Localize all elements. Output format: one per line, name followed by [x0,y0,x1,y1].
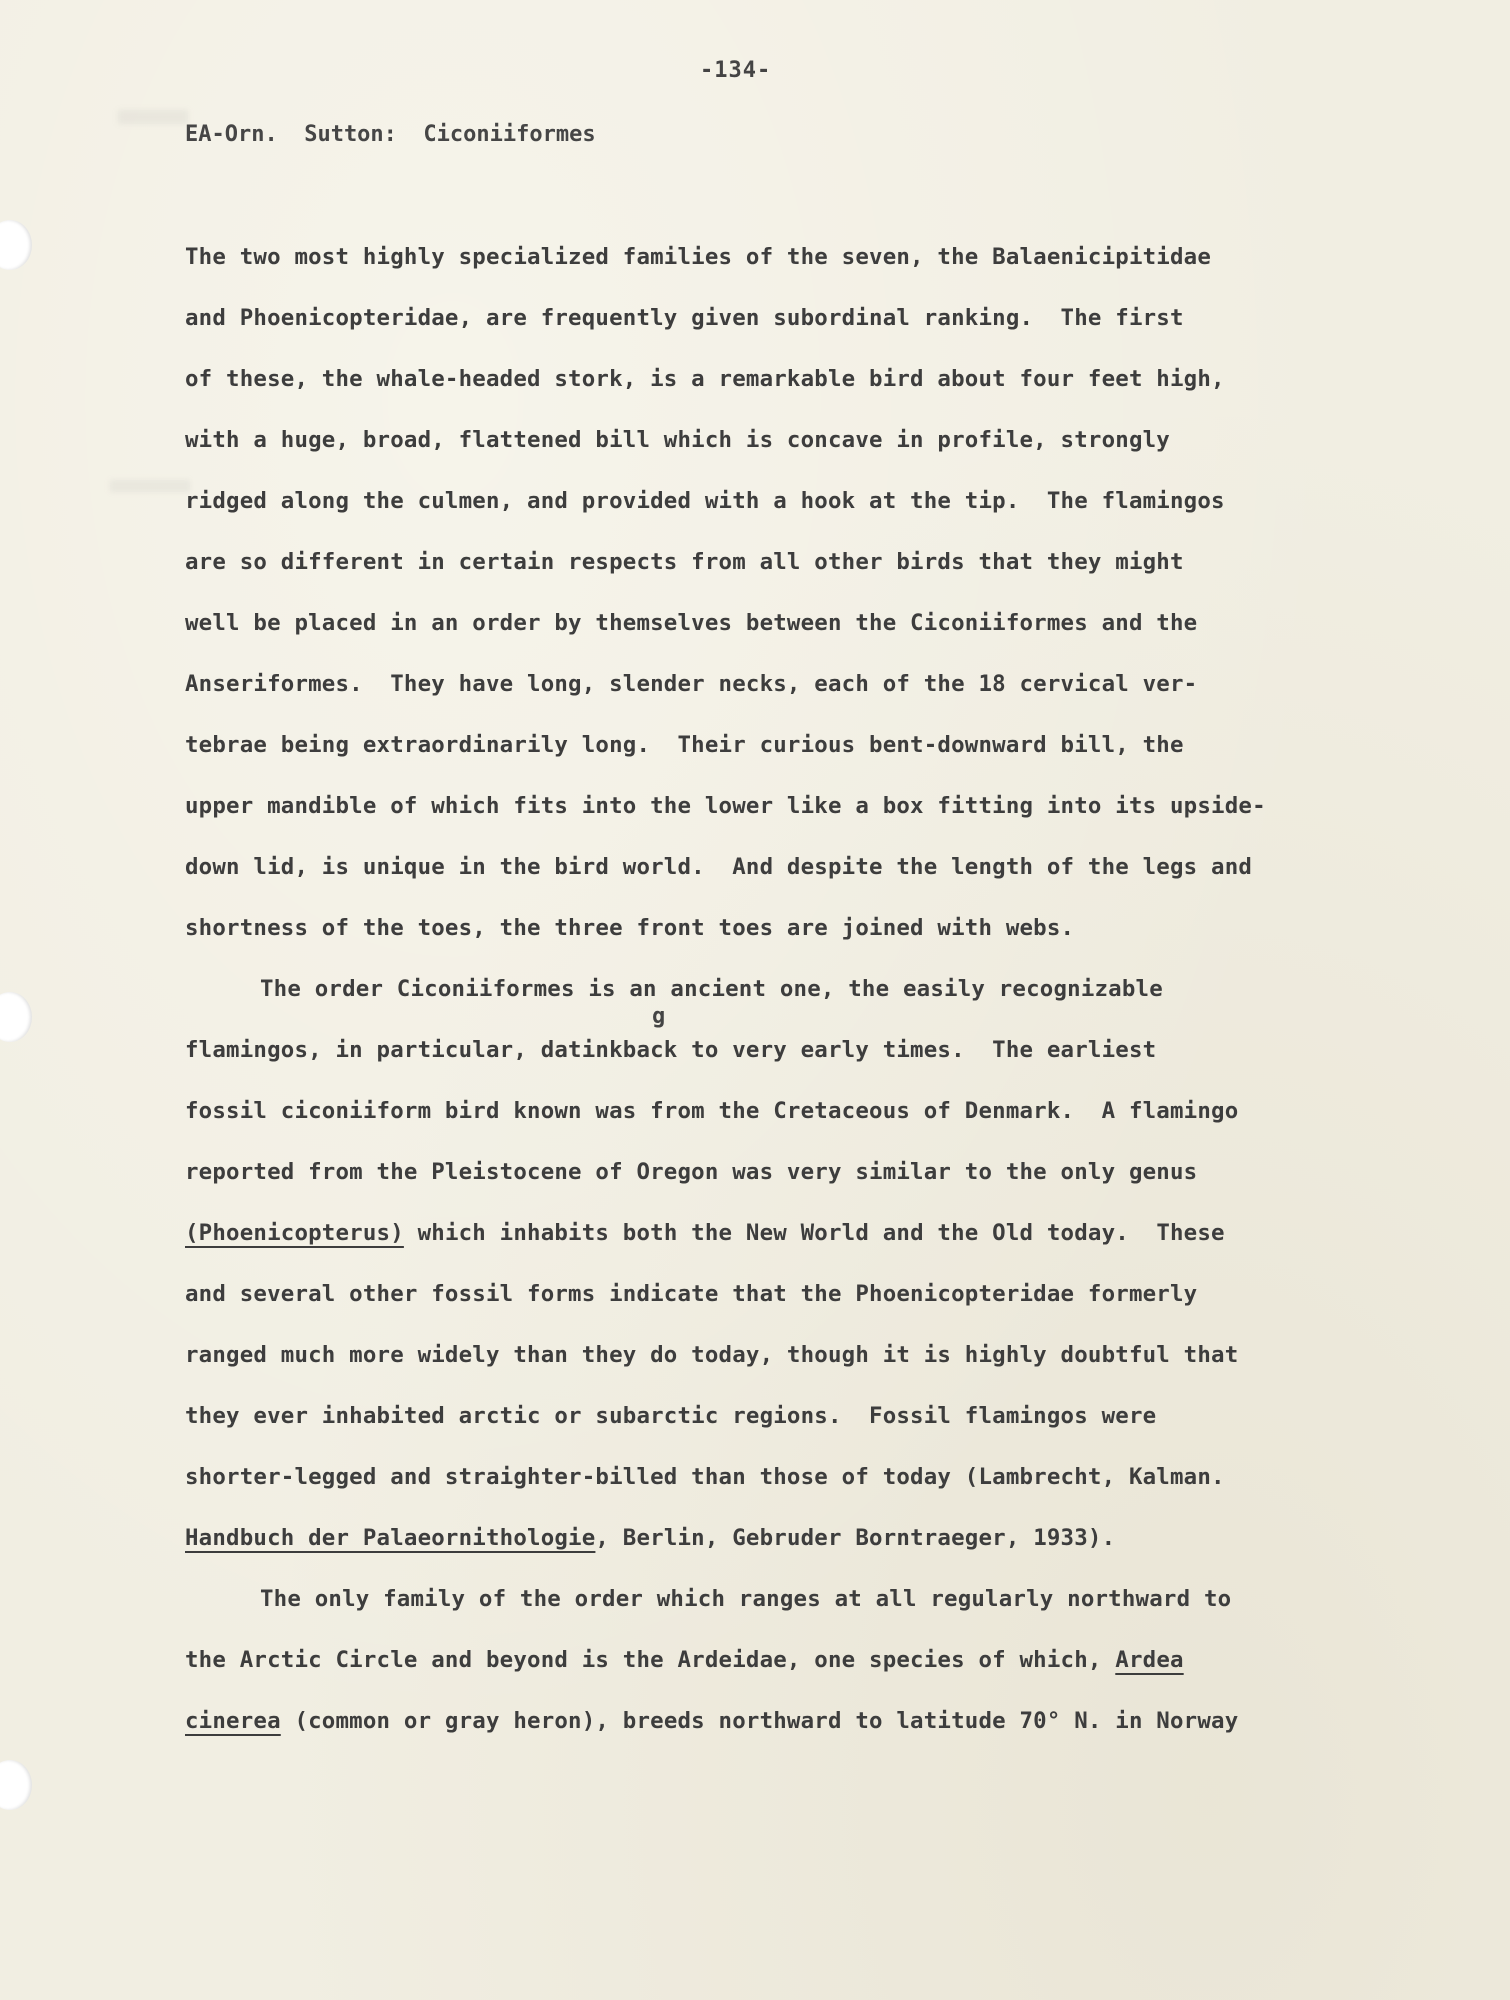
underlined-genus-phoenicopterus: (Phoenicopterus) [185,1220,404,1246]
text-line: and Phoenicopteridae, are frequently given subordinal ranking. The first [185,305,1184,331]
text-fragment [1102,1647,1116,1673]
text-line-with-species [185,1708,1238,1734]
text-line: down lid, is unique in the bird world. And despite the length of the legs and [185,854,1253,880]
document-header: EA-Orn. Sutton: Ciconiiformes [185,122,596,147]
text-line: shorter-legged and straighter-billed than those of today (Lambrecht, Kalman. [185,1464,1225,1490]
text-line: ranged much more widely than they do today, though it is highly doubtful that [185,1342,1239,1368]
text-line: The only family of the order which ranges at all regularly northward to [260,1586,1232,1612]
text-line-with-genus [185,1220,1225,1246]
text-fragment: the Arctic Circle and beyond is the Ardeidae, one species of which, [185,1647,1102,1673]
page-number: -134- [700,58,772,83]
text-line: upper mandible of which fits into the lower like a box fitting into its upside- [185,793,1266,819]
text-line-with-citation [185,1525,1115,1551]
underlined-book-title: Handbuch der Palaeornithologie [185,1525,596,1551]
text-line: are so different in certain respects from all other birds that they might [185,549,1184,575]
text-line: ridged along the culmen, and provided with a hook at the tip. The flamingos [185,488,1225,514]
underlined-genus-ardea: Ardea [1115,1647,1184,1673]
text-line: and several other fossil forms indicate that the Phoenicopteridae formerly [185,1281,1198,1307]
text-line: shortness of the toes, the three front toes are joined with webs. [185,915,1075,941]
text-line: well be placed in an order by themselves between the Ciconiiformes and the [185,610,1198,636]
interlinear-correction: g [652,1004,666,1029]
text-line: they ever inhabited arctic or subarctic regions. Fossil flamingos were [185,1403,1157,1429]
text-line: of these, the whale-headed stork, is a remarkable bird about four feet high, [185,366,1225,392]
text-fragment: (common or gray heron), breeds northward to latitude 70° N. in Norway [280,1708,1239,1734]
text-line: The order Ciconiiformes is an ancient one, the easily recognizable [260,976,1163,1002]
text-line: The two most highly specialized families of the seven, the Balaenicipitidae [185,244,1212,270]
text-fragment [404,1220,418,1246]
text-fragment: which inhabits both the New World and the Old today. These [417,1220,1225,1246]
text-line: tebrae being extraordinarily long. Their curious bent-downward bill, the [185,732,1184,758]
punch-hole-bottom [0,1760,32,1810]
punch-hole-middle [0,992,32,1042]
punch-hole-top [0,220,32,270]
smudge-mark [110,480,190,492]
text-line: with a huge, broad, flattened bill which is concave in profile, strongly [185,427,1170,453]
text-fragment: , Berlin, Gebruder Borntraeger, 1933). [595,1525,1116,1551]
text-line: reported from the Pleistocene of Oregon was very similar to the only genus [185,1159,1198,1185]
underlined-species-cinerea: cinerea [185,1708,281,1734]
text-line: Anseriformes. They have long, slender necks, each of the 18 cervical ver- [185,671,1198,697]
smudge-mark [118,110,188,124]
text-line: fossil ciconiiform bird known was from the Cretaceous of Denmark. A flamingo [185,1098,1239,1124]
text-line-with-species [185,1647,1184,1673]
text-line: flamingos, in particular, datinkback to very early times. The earliest [185,1037,1157,1063]
